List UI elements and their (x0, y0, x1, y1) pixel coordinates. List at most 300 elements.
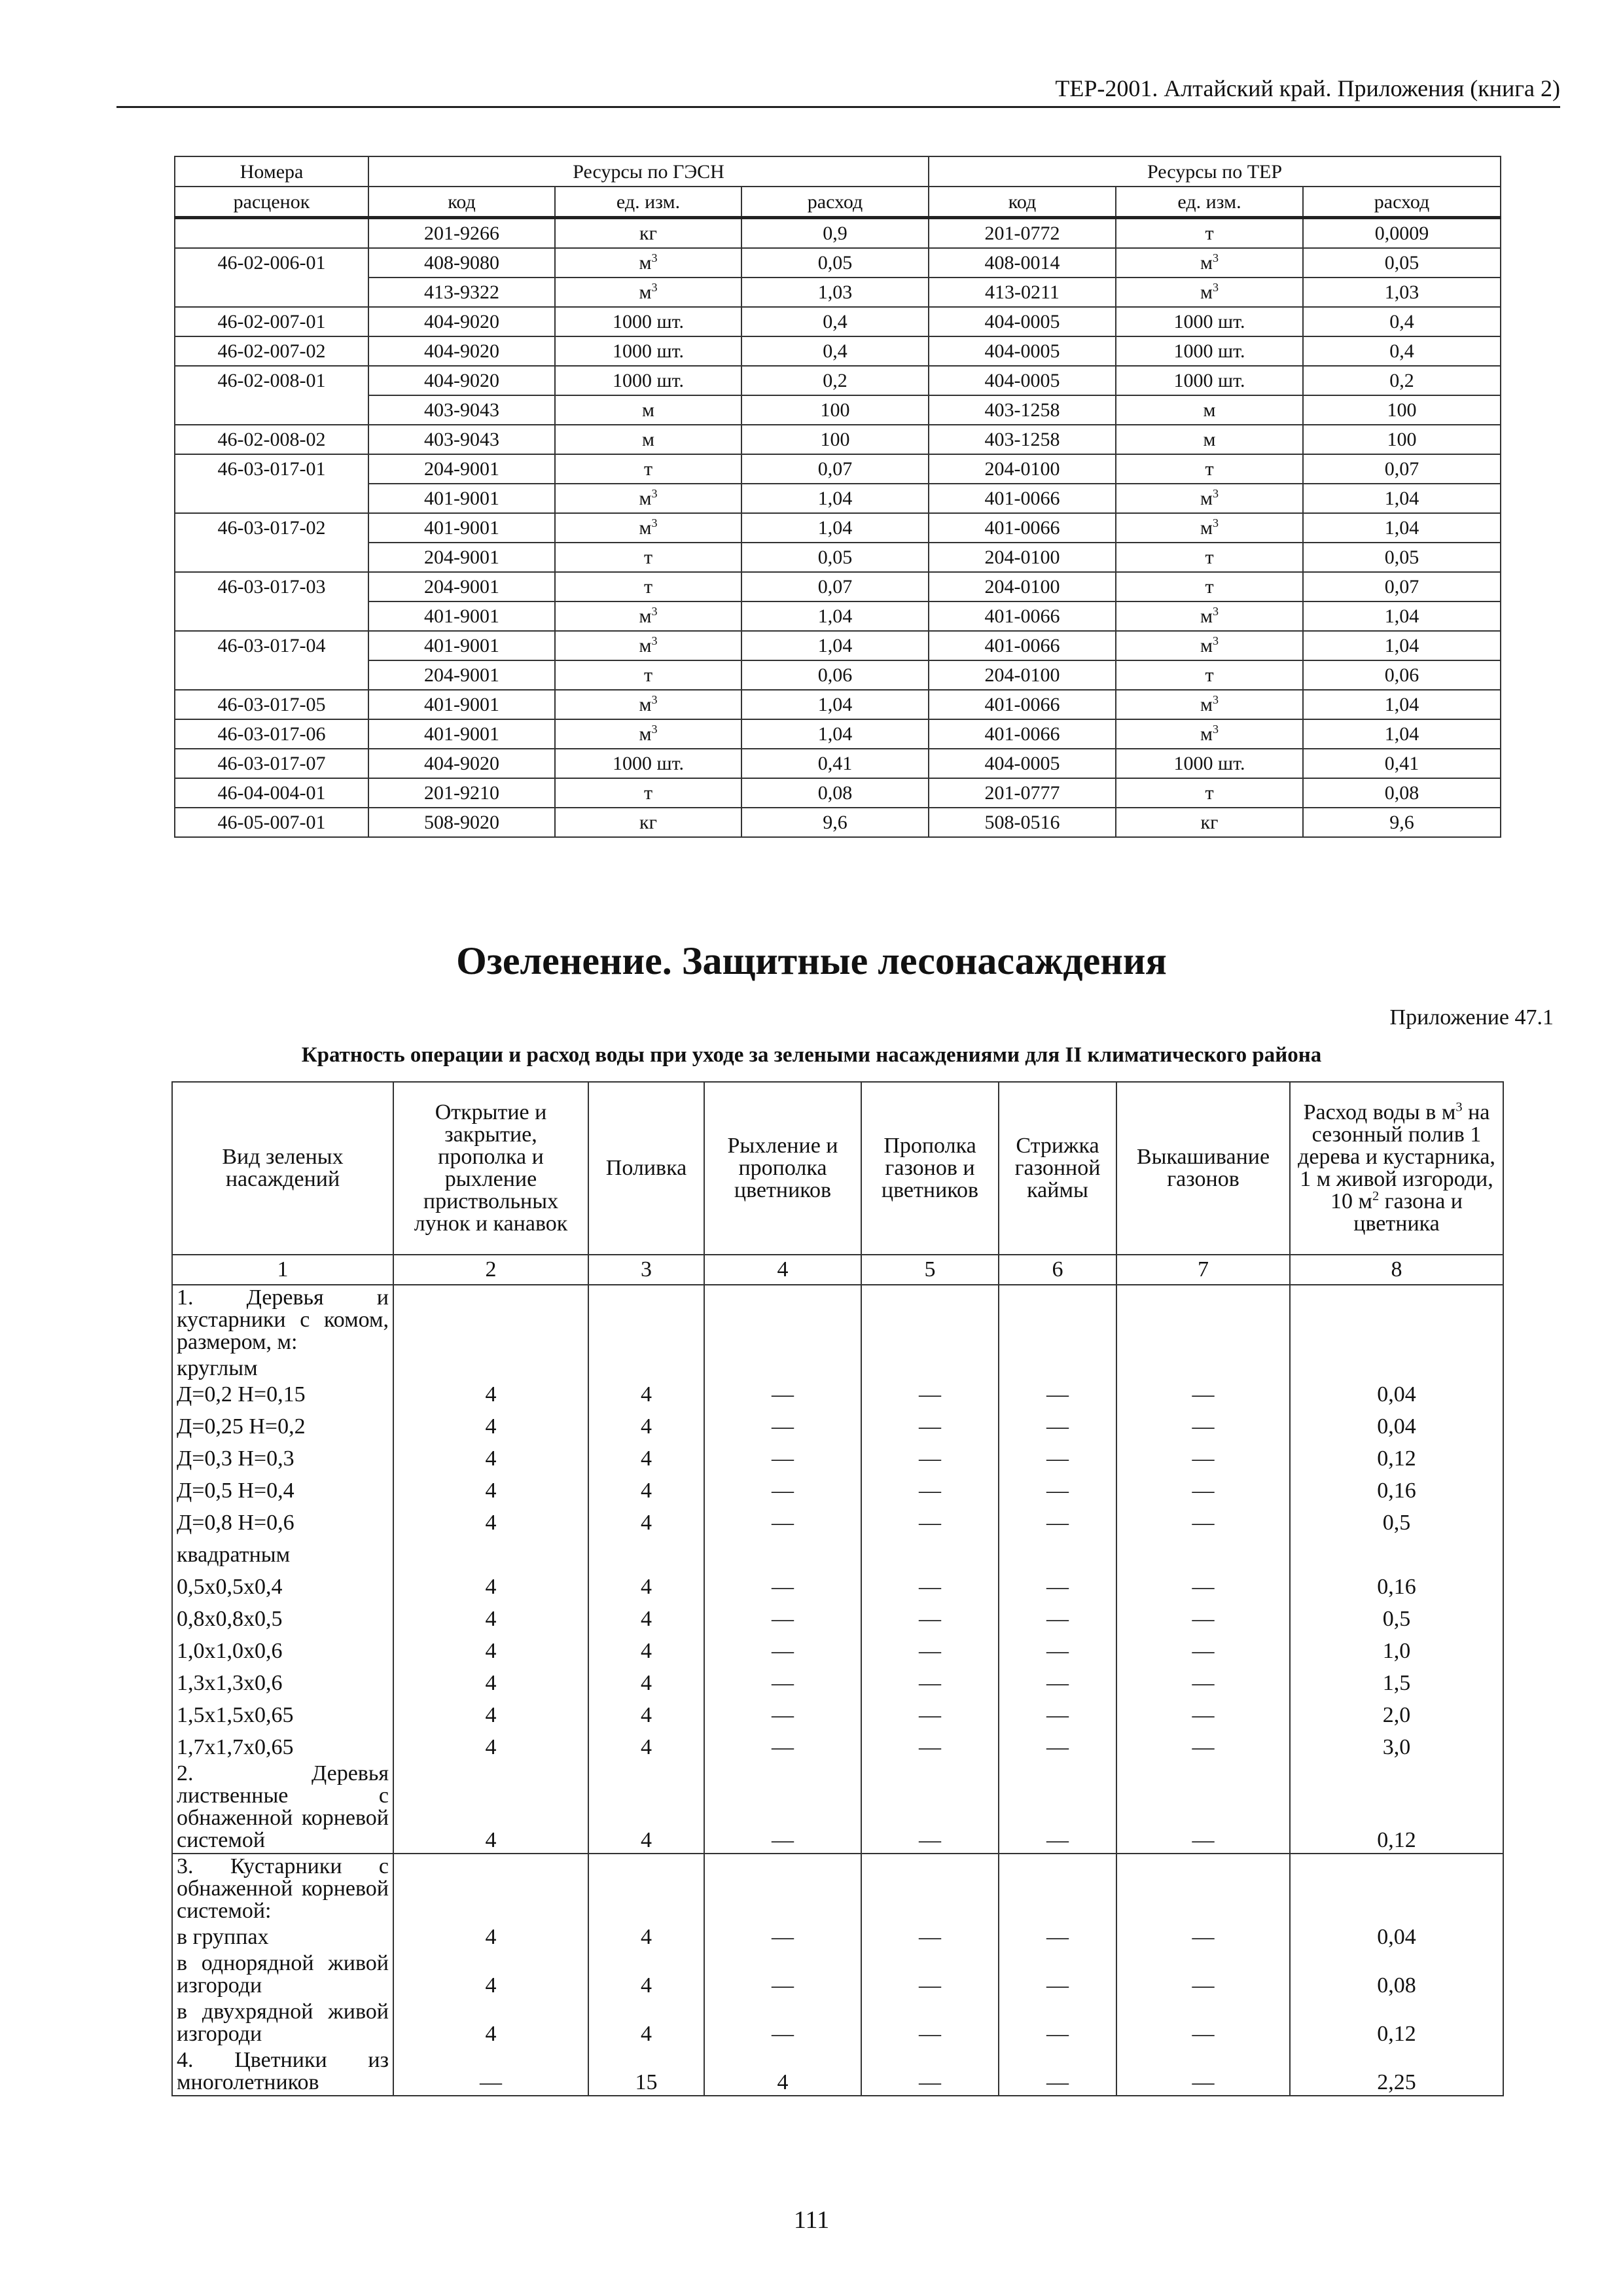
table-cell: 4 (393, 1729, 588, 1761)
table-cell: $м^3$ (555, 484, 741, 513)
col-header-gesn: Ресурсы по ГЭСН (368, 156, 929, 187)
table-row (172, 1761, 1503, 1854)
table-cell: — (704, 1408, 861, 1440)
table-cell: 401-9001 (368, 690, 555, 719)
table-cell: 4 (588, 1568, 704, 1600)
table-row (175, 454, 1501, 484)
table-cell: 0,06 (1303, 660, 1501, 690)
table-cell: 1000 шт. (1116, 336, 1303, 366)
table-cell: $м^3$ (1116, 248, 1303, 278)
table-cell: 404-0005 (929, 307, 1116, 336)
table-cell: — (999, 1600, 1116, 1632)
rate-number-cell: 46-03-017-01 (175, 454, 368, 484)
table-cell: $м^3$ (1116, 719, 1303, 749)
rate-number-cell: 46-05-007-01 (175, 808, 368, 837)
table-row (172, 1568, 1503, 1600)
table-cell: 0,2 (741, 366, 929, 395)
planting-type-cell (172, 1999, 393, 2047)
table-cell: — (704, 1950, 861, 1999)
table-cell: 1000 шт. (555, 336, 741, 366)
table-cell: 4 (588, 1632, 704, 1664)
rate-number-cell: 46-03-017-04 (175, 631, 368, 660)
table-cell: т (555, 660, 741, 690)
table-cell: 4 (588, 1664, 704, 1696)
planting-type-label: в группах (177, 1925, 269, 1949)
table-cell: 0,0009 (1303, 218, 1501, 249)
section-title: Озеленение. Защитные лесонасаждения (456, 939, 1167, 982)
rate-number-cell: 46-02-008-01 (175, 366, 368, 395)
sub-header: расход (741, 187, 929, 218)
table-cell: 1,04 (1303, 631, 1501, 660)
planting-type-label: 0,5х0,5х0,4 (177, 1575, 283, 1599)
column-number: 1 (172, 1255, 393, 1285)
rate-number-cell (175, 543, 368, 572)
planting-type-cell (172, 1408, 393, 1440)
table-row (172, 1729, 1503, 1761)
table-cell: 1,0 (1290, 1632, 1503, 1664)
table-cell: 1,04 (1303, 513, 1501, 543)
column-number: 5 (861, 1255, 999, 1285)
table-row (175, 690, 1501, 719)
table-cell: 0,12 (1290, 1761, 1503, 1854)
col-header-water-consumption: Расход воды в $м^3$ на сезонный полив 1 дерева и кустарника, 1 м живой изгороди, 10 $м^2$ газона и цветника (1290, 1082, 1503, 1255)
table-row (172, 1536, 1503, 1568)
table-cell: 401-0066 (929, 601, 1116, 631)
table-cell: 201-9210 (368, 778, 555, 808)
table-cell: 0,4 (1303, 307, 1501, 336)
rate-number-cell: 46-03-017-06 (175, 719, 368, 749)
table-cell: — (861, 1999, 999, 2047)
table-cell: 401-0066 (929, 631, 1116, 660)
section-lead-text: круглым (177, 1356, 258, 1380)
table-cell: 1,04 (741, 513, 929, 543)
table-row (175, 631, 1501, 660)
table-cell: 404-0005 (929, 336, 1116, 366)
table-cell: — (999, 1854, 1116, 1950)
table-cell: 0,5 (1290, 1504, 1503, 1536)
planting-type-cell (172, 1632, 393, 1664)
table-cell (861, 1536, 999, 1568)
table-cell: — (704, 1729, 861, 1761)
planting-type-label: 0,8х0,8х0,5 (177, 1607, 283, 1631)
table-cell: 4 (393, 1568, 588, 1600)
table-cell: 4 (393, 1664, 588, 1696)
col-header-holes: Открытие и закрытие, прополка и рыхление приствольных лунок и канавок (393, 1082, 588, 1255)
table-cell: — (861, 1504, 999, 1536)
sub-header: расход (1303, 187, 1501, 218)
table-cell: 401-9001 (368, 513, 555, 543)
planting-type-label: Д=0,3 Н=0,3 (177, 1446, 294, 1471)
table-cell: 404-0005 (929, 366, 1116, 395)
table-row (175, 513, 1501, 543)
table-cell: $м^3$ (1116, 690, 1303, 719)
watering-table (171, 1081, 1504, 2096)
table-cell: 204-0100 (929, 572, 1116, 601)
table-cell: кг (555, 808, 741, 837)
table-cell: 4 (588, 1729, 704, 1761)
table-cell: 1,04 (741, 601, 929, 631)
table-cell: 1,04 (1303, 690, 1501, 719)
table-cell: 1,04 (1303, 601, 1501, 631)
table-row (172, 1600, 1503, 1632)
table-cell: $м^3$ (1116, 278, 1303, 307)
table-cell: 4 (393, 1408, 588, 1440)
table-cell: 4 (588, 1761, 704, 1854)
table-cell: 0,05 (1303, 543, 1501, 572)
running-title: ТЕР-2001. Алтайский край. Приложения (книга 2) (1055, 75, 1560, 101)
table-row (172, 1696, 1503, 1729)
table-cell: — (1116, 1472, 1290, 1504)
table-cell: — (1116, 1600, 1290, 1632)
table-cell: 404-9020 (368, 366, 555, 395)
table-cell (1290, 1536, 1503, 1568)
table-cell: 1,5 (1290, 1664, 1503, 1696)
page-number: 111 (793, 2206, 830, 2234)
table-cell: — (704, 1696, 861, 1729)
col-header-codes-2: расценок (175, 187, 368, 218)
table-cell: — (999, 1285, 1116, 1408)
table-cell: — (861, 1950, 999, 1999)
table-cell: 4 (393, 1950, 588, 1999)
planting-type-label: 1,7х1,7х0,65 (177, 1735, 294, 1759)
table-cell: 0,07 (741, 454, 929, 484)
table-row (172, 1632, 1503, 1664)
planting-type-label: 2. Деревья лиственные с обнаженной корневой системой (177, 1761, 389, 1852)
table-cell: 401-9001 (368, 601, 555, 631)
table-cell: 4 (393, 1696, 588, 1729)
column-number-row (172, 1255, 1503, 1285)
table-cell: 2,25 (1290, 2047, 1503, 2096)
table-cell: — (1116, 1761, 1290, 1854)
table-cell: 9,6 (1303, 808, 1501, 837)
table-cell: 4 (393, 1999, 588, 2047)
table-cell (999, 1536, 1116, 1568)
table-cell: — (861, 1761, 999, 1854)
table-cell: т (555, 572, 741, 601)
table-cell: т (555, 778, 741, 808)
planting-type-label: Д=0,5 Н=0,4 (177, 1479, 294, 1503)
column-number: 2 (393, 1255, 588, 1285)
table-cell: м (555, 395, 741, 425)
table-cell: 4 (588, 1440, 704, 1472)
table-cell: — (999, 1632, 1116, 1664)
table-cell: 413-0211 (929, 278, 1116, 307)
table-cell: — (704, 1568, 861, 1600)
planting-type-cell (172, 1504, 393, 1536)
table-cell: — (861, 1600, 999, 1632)
col-header-ter: Ресурсы по ТЕР (929, 156, 1501, 187)
table-cell: 100 (741, 395, 929, 425)
table-cell: $м^3$ (555, 601, 741, 631)
table-cell: т (1116, 218, 1303, 249)
planting-type-cell (172, 2047, 393, 2096)
table-cell: 401-0066 (929, 484, 1116, 513)
planting-type-cell (172, 1664, 393, 1696)
planting-type-cell (172, 1761, 393, 1854)
table-cell: — (999, 1664, 1116, 1696)
table-cell: 403-1258 (929, 395, 1116, 425)
table-cell: 4 (588, 1854, 704, 1950)
table-cell: 0,08 (1290, 1950, 1503, 1999)
table-cell: 4 (588, 1285, 704, 1408)
table-cell: 1,03 (741, 278, 929, 307)
column-number: 6 (999, 1255, 1116, 1285)
column-number: 8 (1290, 1255, 1503, 1285)
table-row (175, 484, 1501, 513)
rate-number-cell (175, 484, 368, 513)
table-cell: — (861, 2047, 999, 2096)
table-cell: 204-0100 (929, 660, 1116, 690)
rate-number-cell: 46-04-004-01 (175, 778, 368, 808)
table-cell: — (861, 1440, 999, 1472)
sub-header: ед. изм. (555, 187, 741, 218)
table-row (175, 336, 1501, 366)
table-cell: 0,05 (741, 248, 929, 278)
table-cell: — (704, 1285, 861, 1408)
table-cell: — (999, 1729, 1116, 1761)
table-row (175, 248, 1501, 278)
table-cell: 0,04 (1290, 1854, 1503, 1950)
table-cell: 404-9020 (368, 336, 555, 366)
table-cell: 0,16 (1290, 1472, 1503, 1504)
table-cell: 401-0066 (929, 690, 1116, 719)
table-cell: 4 (393, 1472, 588, 1504)
table-cell: $м^3$ (555, 719, 741, 749)
table-cell: $м^3$ (555, 513, 741, 543)
table-cell: 1,04 (1303, 484, 1501, 513)
table-cell: — (704, 1440, 861, 1472)
rate-number-cell: 46-03-017-03 (175, 572, 368, 601)
table-cell: 0,06 (741, 660, 929, 690)
planting-type-label: 1,3х1,3х0,6 (177, 1671, 283, 1695)
table-cell: 4 (393, 1854, 588, 1950)
table-cell (1116, 1536, 1290, 1568)
table-cell: — (999, 1696, 1116, 1729)
table-cell: 9,6 (741, 808, 929, 837)
table-cell: 0,04 (1290, 1408, 1503, 1440)
table-row (175, 218, 1501, 249)
planting-type-cell (172, 1600, 393, 1632)
table-cell: — (1116, 1504, 1290, 1536)
table-cell: 0,07 (1303, 454, 1501, 484)
planting-type-cell (172, 1854, 393, 1950)
table-cell: 1,03 (1303, 278, 1501, 307)
table-cell: — (1116, 1568, 1290, 1600)
table-row (172, 1285, 1503, 1408)
table-cell: 4 (393, 1761, 588, 1854)
table-cell: $м^3$ (555, 631, 741, 660)
col-header-watering: Поливка (588, 1082, 704, 1255)
planting-type-label: 4. Цветники из многолетников (177, 2048, 389, 2094)
rate-number-cell: 46-03-017-07 (175, 749, 368, 778)
table-cell: — (704, 1472, 861, 1504)
table-cell: 204-9001 (368, 543, 555, 572)
table-cell: 0,05 (741, 543, 929, 572)
table-row (172, 1950, 1503, 1999)
table-cell: — (999, 1472, 1116, 1504)
appendix-label: Приложение 47.1 (1389, 1005, 1554, 1030)
table-cell: 1,04 (1303, 719, 1501, 749)
table-cell: 508-9020 (368, 808, 555, 837)
table-cell: 201-9266 (368, 218, 555, 249)
running-header (116, 73, 1560, 108)
table-cell: 1000 шт. (1116, 749, 1303, 778)
table-cell: м (555, 425, 741, 454)
table-cell: 4 (704, 2047, 861, 2096)
table-cell: 401-9001 (368, 719, 555, 749)
table-cell: — (861, 1285, 999, 1408)
table-row (172, 1472, 1503, 1504)
table-cell: — (999, 1999, 1116, 2047)
table-cell: 404-9020 (368, 307, 555, 336)
table-cell: — (861, 1632, 999, 1664)
table-row (172, 1664, 1503, 1696)
table-cell: 2,0 (1290, 1696, 1503, 1729)
table-cell: 4 (588, 1504, 704, 1536)
table-cell: — (861, 1696, 999, 1729)
table-cell: 100 (741, 425, 929, 454)
column-number: 7 (1116, 1255, 1290, 1285)
table-cell: 1000 шт. (555, 366, 741, 395)
section-lead-text: 3. Кустарники с обнаженной корневой системой: (177, 1854, 389, 1923)
table-cell: 401-9001 (368, 631, 555, 660)
table-cell: 1000 шт. (1116, 366, 1303, 395)
col-header-type: Вид зеленых насаждений (172, 1082, 393, 1255)
table-cell: 204-9001 (368, 660, 555, 690)
table-cell: — (999, 1761, 1116, 1854)
table-cell: 204-0100 (929, 454, 1116, 484)
table-cell: — (1116, 1408, 1290, 1440)
table-row (172, 2047, 1503, 2096)
table-cell: — (999, 1504, 1116, 1536)
table-cell: 4 (588, 1600, 704, 1632)
table-cell: 4 (588, 1408, 704, 1440)
table-cell: 4 (588, 1472, 704, 1504)
table-cell: 0,07 (1303, 572, 1501, 601)
table-cell: м (1116, 395, 1303, 425)
table-cell: 403-9043 (368, 395, 555, 425)
table-cell: — (704, 1761, 861, 1854)
table-cell: 204-9001 (368, 572, 555, 601)
col-header-codes: Номера (175, 156, 368, 187)
table-cell: $м^3$ (1116, 631, 1303, 660)
table-cell: — (1116, 1440, 1290, 1472)
rate-number-cell: 46-02-008-02 (175, 425, 368, 454)
table-cell: $м^3$ (1116, 601, 1303, 631)
table-cell: 408-9080 (368, 248, 555, 278)
table-cell: — (999, 1440, 1116, 1472)
table-row (175, 425, 1501, 454)
table-cell: 3,0 (1290, 1729, 1503, 1761)
table-cell: — (999, 1568, 1116, 1600)
rate-number-cell (175, 660, 368, 690)
table-cell: 15 (588, 2047, 704, 2096)
table-cell: 1,04 (741, 631, 929, 660)
table-cell: 0,4 (741, 307, 929, 336)
table-cell: 4 (393, 1440, 588, 1472)
table-cell: 0,4 (741, 336, 929, 366)
table-cell: 4 (588, 1950, 704, 1999)
planting-type-label: в однорядной живой изгороди (177, 1951, 389, 1998)
table-cell: 4 (588, 1999, 704, 2047)
table-row (175, 307, 1501, 336)
table-cell: т (555, 543, 741, 572)
table-cell: м (1116, 425, 1303, 454)
table-cell: кг (1116, 808, 1303, 837)
table-row (175, 808, 1501, 837)
planting-type-label: 1,5х1,5х0,65 (177, 1703, 294, 1727)
planting-type-label: квадратным (177, 1543, 291, 1567)
planting-type-cell (172, 1729, 393, 1761)
rate-number-cell (175, 218, 368, 249)
table-cell: — (861, 1664, 999, 1696)
table-cell: 4 (588, 1696, 704, 1729)
table-cell: — (999, 2047, 1116, 2096)
rate-number-cell (175, 278, 368, 307)
table-cell: — (1116, 1729, 1290, 1761)
table-cell: т (1116, 543, 1303, 572)
table-cell: — (1116, 1696, 1290, 1729)
table-cell: — (704, 1854, 861, 1950)
column-number: 3 (588, 1255, 704, 1285)
table-cell: 0,08 (1303, 778, 1501, 808)
table-cell: — (704, 1504, 861, 1536)
planting-type-cell (172, 1536, 393, 1568)
table-cell: 0,4 (1303, 336, 1501, 366)
table-cell: — (861, 1408, 999, 1440)
table-cell: 1,04 (741, 484, 929, 513)
table-cell: $м^3$ (555, 278, 741, 307)
table-row (172, 1854, 1503, 1950)
table-row (175, 543, 1501, 572)
table-cell: 0,12 (1290, 1999, 1503, 2047)
table-cell: 508-0516 (929, 808, 1116, 837)
table-cell: $м^3$ (555, 248, 741, 278)
table-cell: т (1116, 572, 1303, 601)
planting-type-cell (172, 1440, 393, 1472)
table-cell: 401-9001 (368, 484, 555, 513)
table-cell: — (1116, 2047, 1290, 2096)
table-cell: т (555, 454, 741, 484)
col-header-loosening: Рыхление и прополка цветников (704, 1082, 861, 1255)
table-cell: — (1116, 1664, 1290, 1696)
column-number: 4 (704, 1255, 861, 1285)
col-header-mowing: Выкашивание газонов (1116, 1082, 1290, 1255)
planting-type-label: в двухрядной живой изгороди (177, 2000, 389, 2046)
table-row (175, 366, 1501, 395)
planting-type-cell (172, 1950, 393, 1999)
rate-number-cell: 46-02-007-02 (175, 336, 368, 366)
planting-type-cell (172, 1285, 393, 1408)
rate-number-cell: 46-02-006-01 (175, 248, 368, 278)
table-cell: 1000 шт. (555, 307, 741, 336)
table-row (172, 1504, 1503, 1536)
table-row (172, 1440, 1503, 1472)
table-cell: 1000 шт. (1116, 307, 1303, 336)
table-cell: т (1116, 778, 1303, 808)
table-cell: 0,9 (741, 218, 929, 249)
table-cell: 0,08 (741, 778, 929, 808)
planting-type-cell (172, 1472, 393, 1504)
table-cell: — (1116, 1632, 1290, 1664)
table-cell: 0,41 (1303, 749, 1501, 778)
table-cell: 403-9043 (368, 425, 555, 454)
table-row (175, 778, 1501, 808)
table-cell: — (1116, 1950, 1290, 1999)
table-row (172, 1408, 1503, 1440)
table-cell: 401-0066 (929, 719, 1116, 749)
table-cell: 4 (393, 1504, 588, 1536)
